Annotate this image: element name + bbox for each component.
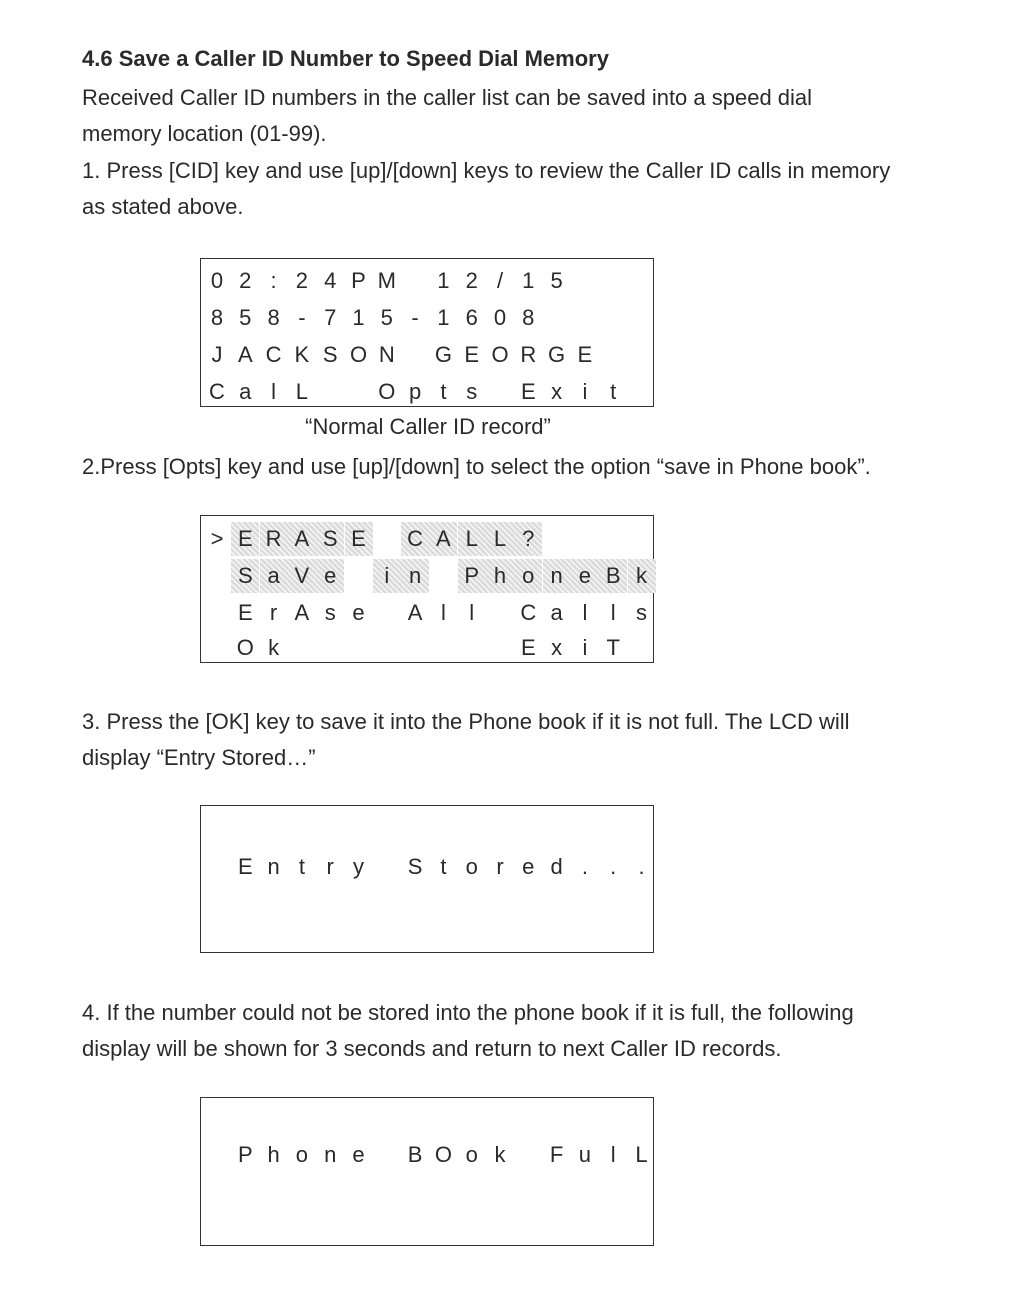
lcd-character: o [295, 1142, 309, 1167]
lcd-character: E [577, 342, 593, 367]
lcd-character: r [496, 854, 504, 879]
lcd-character [401, 338, 429, 372]
lcd-character [345, 375, 373, 409]
lcd-character: e [571, 559, 599, 593]
lcd-character: e [352, 600, 365, 625]
lcd-character [543, 522, 571, 556]
lcd-character: s [324, 600, 336, 625]
lcd-display-caller-record [200, 258, 654, 407]
lcd-character: P [351, 268, 366, 293]
lcd-character: R [520, 342, 537, 367]
lcd-character: 8 [210, 305, 224, 330]
lcd-character: n [543, 559, 571, 593]
lcd-character [203, 631, 231, 665]
step-4-line-1: 4. If the number could not be stored into the phone book if it is full, the following [82, 1000, 854, 1025]
step-3-paragraph [82, 704, 850, 776]
lcd-character [345, 631, 373, 665]
lcd-character [373, 631, 401, 665]
lcd-character [203, 850, 231, 884]
lcd-character: 6 [465, 305, 478, 330]
step-2-paragraph [82, 449, 871, 485]
lcd-caption-normal-record: “Normal Caller ID record” [305, 414, 551, 439]
lcd-character: O [434, 1142, 452, 1167]
lcd-character: i [582, 379, 588, 404]
lcd-character: e [352, 1142, 365, 1167]
lcd-character: A [294, 600, 310, 625]
lcd-character: N [378, 342, 395, 367]
lcd-character: h [486, 559, 514, 593]
lcd-character: l [271, 379, 277, 404]
lcd-character: E [520, 379, 536, 404]
lcd-character: a [239, 379, 252, 404]
lcd-character: P [237, 1142, 253, 1167]
lcd-character: L [458, 522, 486, 556]
step-4-paragraph [82, 995, 854, 1067]
lcd-character: k [494, 1142, 506, 1167]
lcd-character: k [268, 635, 280, 660]
lcd-character: d [550, 854, 563, 879]
lcd-character [288, 631, 316, 665]
lcd-character: r [269, 600, 278, 625]
lcd-character: E [520, 635, 536, 660]
lcd-character: 0 [493, 305, 507, 330]
lcd-character [429, 631, 457, 665]
lcd-character [571, 264, 599, 298]
lcd-character: E [237, 854, 253, 879]
lcd-character: A [237, 342, 253, 367]
lcd-character: 0 [210, 268, 224, 293]
lcd-character [571, 522, 599, 556]
lcd-character [345, 559, 373, 593]
lcd-character: O [349, 342, 368, 367]
lcd-character [599, 264, 627, 298]
lcd-character: t [440, 854, 447, 879]
lcd-character: n [267, 854, 280, 879]
lcd-display-entry-stored [200, 805, 654, 953]
lcd-character [486, 631, 514, 665]
lcd-character: . [610, 854, 617, 879]
lcd-character [486, 596, 514, 630]
step-1-paragraph [82, 153, 890, 225]
lcd-character [486, 375, 514, 409]
lcd-character: x [551, 635, 563, 660]
lcd-character: C [401, 522, 429, 556]
lcd-character: C [520, 600, 537, 625]
lcd-character: G [434, 342, 452, 367]
lcd-character: / [496, 268, 504, 293]
lcd-character: 5 [550, 268, 563, 293]
lcd-character: e [522, 854, 535, 879]
lcd-character: l [610, 1142, 616, 1167]
step-2-line-1: 2.Press [Opts] key and use [up]/[down] to select the option “save in Phone book”. [82, 454, 871, 479]
intro-paragraph [82, 80, 812, 152]
lcd-character [203, 1138, 231, 1172]
lcd-character: C [265, 342, 282, 367]
lcd-character: F [549, 1142, 564, 1167]
lcd-character: E [345, 522, 373, 556]
lcd-character: a [260, 559, 288, 593]
lcd-character [543, 301, 571, 335]
lcd-character: O [491, 342, 509, 367]
lcd-character [628, 338, 656, 372]
step-3-line-1: 3. Press the [OK] key to save it into the Phone book if it is not full. The LCD will [82, 709, 850, 734]
lcd-character: x [551, 379, 563, 404]
lcd-character: G [548, 342, 566, 367]
lcd-character: n [324, 1142, 337, 1167]
lcd-character: 1 [437, 305, 450, 330]
lcd-character: - [411, 305, 419, 330]
lcd-character: O [236, 635, 254, 660]
lcd-character: o [465, 854, 478, 879]
lcd-character: 2 [295, 268, 309, 293]
lcd-character: V [288, 559, 316, 593]
lcd-character [316, 631, 344, 665]
step-3-line-2: display “Entry Stored…” [82, 745, 316, 770]
lcd-character: y [353, 854, 364, 879]
section-heading: 4.6 Save a Caller ID Number to Speed Dial Memory [82, 46, 609, 71]
lcd-character: 2 [239, 268, 252, 293]
lcd-character: k [628, 559, 656, 593]
lcd-character: J [211, 342, 223, 367]
lcd-character: 1 [522, 268, 535, 293]
lcd-character [401, 264, 429, 298]
lcd-character: 1 [437, 268, 450, 293]
lcd-character [628, 301, 656, 335]
lcd-character: E [464, 342, 480, 367]
lcd-character [599, 338, 627, 372]
lcd-character: t [298, 854, 305, 879]
lcd-character [429, 559, 457, 593]
lcd-character: l [469, 600, 475, 625]
lcd-character: l [610, 600, 616, 625]
lcd-character: 8 [522, 305, 535, 330]
lcd-character: 5 [380, 305, 393, 330]
lcd-character: . [581, 854, 588, 879]
lcd-character [628, 375, 656, 409]
step-1-line-1: 1. Press [CID] key and use [up]/[down] keys to review the Caller ID calls in memory [82, 158, 891, 183]
lcd-character: o [465, 1142, 478, 1167]
lcd-character: B [599, 559, 627, 593]
lcd-character [571, 301, 599, 335]
lcd-character [373, 522, 401, 556]
lcd-character: C [209, 379, 225, 404]
lcd-character [373, 596, 401, 630]
lcd-character: l [440, 600, 446, 625]
lcd-character [599, 301, 627, 335]
lcd-character: - [298, 305, 306, 330]
lcd-character: O [378, 379, 396, 404]
lcd-character: ? [514, 522, 542, 556]
lcd-character: K [294, 342, 310, 367]
lcd-character: o [514, 559, 542, 593]
lcd-character [401, 631, 429, 665]
lcd-character: r [326, 854, 334, 879]
lcd-character [203, 559, 231, 593]
lcd-character [458, 631, 486, 665]
lcd-character: R [260, 522, 288, 556]
lcd-character: S [407, 854, 423, 879]
lcd-character: t [610, 379, 617, 404]
lcd-character: t [440, 379, 447, 404]
lcd-character: A [288, 522, 316, 556]
lcd-character [514, 1138, 542, 1172]
lcd-character: S [316, 522, 344, 556]
lcd-character [628, 264, 656, 298]
lcd-character: n [401, 559, 429, 593]
lcd-character: A [429, 522, 457, 556]
lcd-character: s [466, 379, 478, 404]
lcd-character: . [638, 854, 645, 879]
lcd-character: E [237, 600, 253, 625]
lcd-character [628, 522, 656, 556]
lcd-character: > [210, 526, 224, 551]
lcd-character: 2 [465, 268, 478, 293]
lcd-character: : [270, 268, 277, 293]
lcd-character: M [377, 268, 396, 293]
lcd-character: S [322, 342, 338, 367]
lcd-character: a [550, 600, 563, 625]
lcd-display-phonebook-full [200, 1097, 654, 1246]
lcd-character: B [407, 1142, 423, 1167]
lcd-character [203, 596, 231, 630]
lcd-display-options-menu [200, 515, 654, 663]
lcd-character: L [486, 522, 514, 556]
lcd-character: L [295, 379, 309, 404]
lcd-character: T [606, 635, 620, 660]
lcd-character: 1 [352, 305, 365, 330]
lcd-character: 4 [324, 268, 337, 293]
lcd-character: P [458, 559, 486, 593]
lcd-character: 7 [324, 305, 337, 330]
lcd-character [316, 375, 344, 409]
lcd-character: 5 [239, 305, 252, 330]
lcd-character [599, 522, 627, 556]
lcd-character: E [231, 522, 259, 556]
lcd-character: i [582, 635, 588, 660]
lcd-character: l [582, 600, 588, 625]
lcd-character: p [408, 379, 422, 404]
step-1-line-2: as stated above. [82, 194, 244, 219]
lcd-character: S [231, 559, 259, 593]
lcd-character [373, 850, 401, 884]
lcd-character: A [407, 600, 423, 625]
lcd-character: L [635, 1142, 648, 1167]
lcd-character: s [636, 600, 647, 625]
intro-line-1: Received Caller ID numbers in the caller list can be saved into a speed dial [82, 85, 813, 110]
lcd-character: u [578, 1142, 592, 1167]
intro-line-2: memory location (01-99). [82, 121, 327, 146]
lcd-character [628, 631, 656, 665]
step-4-line-2: display will be shown for 3 seconds and return to next Caller ID records. [82, 1036, 782, 1061]
lcd-character: h [267, 1142, 280, 1167]
lcd-character: i [373, 559, 401, 593]
lcd-character: 8 [267, 305, 280, 330]
lcd-character: e [316, 559, 344, 593]
lcd-character [373, 1138, 401, 1172]
